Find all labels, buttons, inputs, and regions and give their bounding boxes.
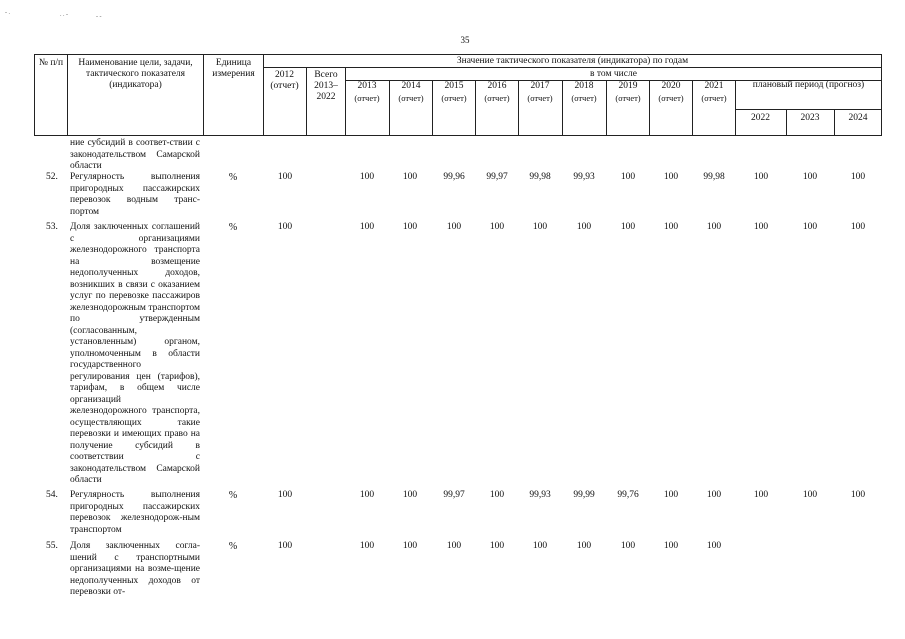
header-year-otchet: (отчет) — [441, 93, 467, 103]
row-value: 100 — [620, 541, 636, 551]
row-value: 100 — [663, 172, 679, 182]
header-name: Наименование цели, задачи, тактического показателя (индикатора) — [78, 58, 193, 90]
header-year-otchet: (отчет) — [354, 93, 380, 103]
row-unit: % — [228, 172, 238, 183]
row-number: 54. — [46, 490, 58, 500]
header-year-otchet: (отчет) — [398, 93, 424, 103]
row-value: 99,97 — [443, 490, 465, 500]
row-value: 100 — [706, 490, 722, 500]
row-unit: % — [228, 490, 238, 501]
row-value: 100 — [489, 490, 505, 500]
row-value: 100 — [706, 222, 722, 232]
row-name: Доля заключенных согла-шений с транспортными организациями на возме-щение недополученных доходов от перевозки от- — [70, 541, 200, 597]
row-value: 99,76 — [617, 490, 639, 500]
row-plan-value: 100 — [802, 490, 818, 500]
row-plan-value: 100 — [850, 172, 866, 182]
header-year: 2019 — [618, 81, 638, 91]
row-plan-value: 100 — [753, 222, 769, 232]
row-value: 100 — [489, 222, 505, 232]
row-value: 100 — [359, 172, 375, 182]
row-value: 100 — [446, 222, 462, 232]
row-value: 100 — [446, 541, 462, 551]
row-number: 52. — [46, 172, 58, 182]
row-name: Доля заключенных соглашений с организациями железнодорожного транспорта на возмещение недополученных доходов, возникших в связи с оказанием услуг по перевозке пассажиров железнодорожным транспортом по утвержденным (согласованным, установленным) органом, уполномоченным в области государственного регулирования цен (тарифов), тарифам, в общем числе организаций железнодорожного транспорта, осуществляющих такие перевозки и имеющих право на получение субсидий в соответствии с законодательством Самарской области — [70, 222, 200, 485]
row-number: 55. — [46, 541, 58, 551]
row-value: 100 — [402, 490, 418, 500]
row-value-2012: 100 — [277, 490, 293, 500]
header-planned: плановый период (прогноз) — [752, 80, 865, 90]
header-total: Всего 2013–2022 — [314, 70, 338, 102]
row-value-2012: 100 — [277, 222, 293, 232]
row-name: Регулярность выполнения пригородных пассажирских перевозок водным транс-портом — [70, 172, 200, 217]
row-value: 99,93 — [529, 490, 551, 500]
row-value: 100 — [620, 172, 636, 182]
page-number: 35 — [460, 35, 470, 45]
header-year: 2013 — [357, 81, 377, 91]
row-value: 100 — [663, 222, 679, 232]
row-value: 99,99 — [573, 490, 595, 500]
row-value: 100 — [620, 222, 636, 232]
header-year-otchet: (отчет) — [658, 93, 684, 103]
header-year-otchet: (отчет) — [701, 93, 727, 103]
header-year-otchet: (отчет) — [484, 93, 510, 103]
row-plan-value: 100 — [850, 222, 866, 232]
row-value-2012: 100 — [277, 541, 293, 551]
row-value: 100 — [359, 490, 375, 500]
row-value: 99,97 — [486, 172, 508, 182]
row-plan-value: 100 — [850, 490, 866, 500]
row-plan-value: 100 — [802, 172, 818, 182]
row-number: 53. — [46, 222, 58, 232]
header-2012-otchet: (отчет) — [270, 81, 299, 91]
header-year: 2021 — [704, 81, 724, 91]
row-value: 100 — [532, 222, 548, 232]
row-value: 99,93 — [573, 172, 595, 182]
header-year-otchet: (отчет) — [615, 93, 641, 103]
row-name: Регулярность выполнения пригородных пассажирских перевозок железнодорож-ным транспортом — [70, 490, 200, 535]
header-plan-year: 2022 — [751, 113, 770, 123]
header-year: 2017 — [530, 81, 550, 91]
header-including: в том числе — [590, 69, 637, 79]
row-value: 100 — [663, 541, 679, 551]
row-value-2012: 100 — [277, 172, 293, 182]
row-value: 100 — [576, 541, 592, 551]
header-year: 2014 — [401, 81, 421, 91]
header-year: 2020 — [661, 81, 681, 91]
header-2012: 2012 — [275, 70, 294, 80]
header-num: № п/п — [38, 58, 64, 68]
header-year-otchet: (отчет) — [571, 93, 597, 103]
header-plan-year: 2023 — [800, 113, 820, 123]
row-value: 100 — [706, 541, 722, 551]
row-value: 100 — [663, 490, 679, 500]
header-unit: Единица измерения — [212, 58, 255, 79]
row-value: 100 — [532, 541, 548, 551]
row-value: 100 — [489, 541, 505, 551]
row-value: 99,96 — [443, 172, 465, 182]
row-plan-value: 100 — [753, 490, 769, 500]
header-year-otchet: (отчет) — [527, 93, 553, 103]
header-year: 2015 — [444, 81, 464, 91]
row-value: 99,98 — [529, 172, 551, 182]
row-value: 100 — [402, 172, 418, 182]
row-value: 100 — [359, 222, 375, 232]
header-plan-year: 2024 — [848, 113, 868, 123]
row-unit: % — [228, 541, 238, 552]
header-year: 2016 — [487, 81, 507, 91]
row-name: ние субсидий в соответ-ствии с законодательством Самарской области — [70, 138, 200, 171]
row-plan-value: 100 — [802, 222, 818, 232]
row-value: 100 — [402, 222, 418, 232]
row-value: 99,98 — [703, 172, 725, 182]
row-value: 100 — [402, 541, 418, 551]
header-year: 2018 — [574, 81, 594, 91]
row-plan-value: 100 — [753, 172, 769, 182]
row-unit: % — [228, 222, 238, 233]
row-value: 100 — [576, 222, 592, 232]
header-values-title: Значение тактического показателя (индикатора) по годам — [456, 56, 689, 66]
row-value: 100 — [359, 541, 375, 551]
